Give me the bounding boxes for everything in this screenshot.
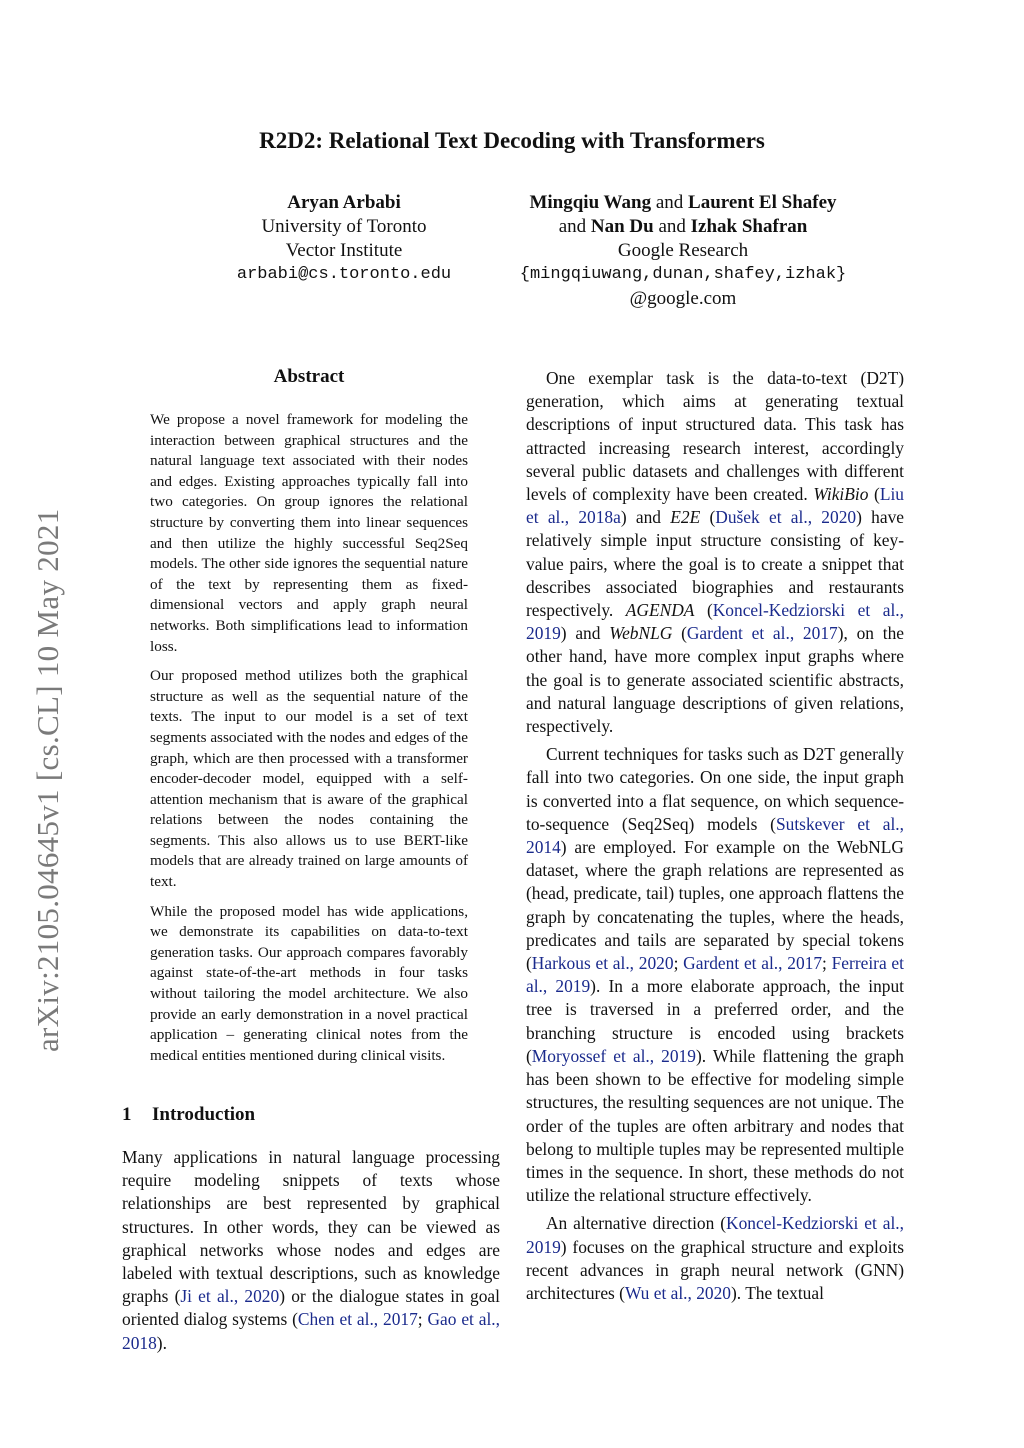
author-email-domain: @google.com — [629, 288, 737, 309]
dataset-name: AGENDA — [625, 600, 695, 621]
section-title: Introduction — [152, 1104, 256, 1125]
citation-link[interactable]: Moryossef et al., 2019 — [531, 1045, 696, 1066]
citation-link[interactable]: Sutskever et al., 2014 — [526, 813, 904, 858]
citation-link[interactable]: Koncel-Kedziorski et al., 2019 — [526, 1213, 904, 1257]
abstract-heading: Abstract — [273, 366, 345, 387]
author-name: Izhak Shafran — [690, 216, 808, 237]
paper-title: R2D2: Relational Text Decoding with Transformers — [259, 128, 765, 153]
author-conjunction: and — [658, 216, 686, 237]
section-number: 1 — [122, 1104, 132, 1125]
citation-link[interactable]: Dušek et al., 2020 — [715, 507, 857, 528]
author-affiliation: Google Research — [617, 240, 749, 261]
right-column — [526, 367, 904, 1310]
citation-link[interactable]: Liu et al., 2018a — [526, 484, 904, 528]
author-conjunction: and — [558, 216, 587, 237]
author-name: Nan Du — [590, 216, 654, 237]
author-block-right — [478, 191, 888, 311]
citation-link[interactable]: Ji et al., 2020 — [180, 1286, 280, 1307]
abstract-body — [150, 410, 468, 1075]
citation-link[interactable]: Gardent et al., 2017 — [683, 953, 823, 974]
author-email: arbabi@cs.toronto.edu — [236, 265, 452, 284]
citation-link[interactable]: Koncel-Kedziorski et al., 2019 — [526, 600, 904, 644]
abstract-paragraph: Our proposed method utilizes both the graphical structure as well as the sequential nature of the texts. The input to our model is a set of text segments associated with the nodes and edges of the graph, which are then processed with a transformer encoder-decoder model, equipped with a self-attention mechanism that is aware of the graphical relations between the nodes containing the segments. This also allows us to use BERT-like models that are already trained on large amounts of text. — [150, 667, 469, 891]
body-paragraph: An alternative direction (Koncel-Kedziorski et al., 2019) focuses on the graphical structure and exploits recent advances in graph neural network (GNN) architectures (Wu et al., 2020). The textual — [526, 1213, 904, 1303]
abstract-paragraph: We propose a novel framework for modeling the interaction between graphical structures and the natural language text associated with their nodes and edges. Existing approaches typically fall into two categories. On group ignores the relational structure by converting them into linear sequences and then utilize the highly successful Seq2Seq models. The other side ignores the sequential nature of the text by representing them as fixed-dimensional vectors and apply graph neural networks. Both simplifications lead to information loss. — [150, 411, 468, 655]
author-name: Aryan Arbabi — [287, 192, 401, 213]
author-block-left — [196, 191, 492, 287]
citation-link[interactable]: Wu et al., 2020 — [624, 1282, 732, 1303]
abstract-paragraph: While the proposed model has wide applications, we demonstrate its capabilities on data-to-text generation tasks. Our approach compares favorably against state-of-the-art methods in four tasks without tailoring the model architecture. We also provide an early demonstration in a novel practical application – generating clinical notes from the medical entities mentioned during clinical visits. — [150, 902, 468, 1064]
arxiv-identifier: arXiv:2105.04645v1 [cs.CL] 10 May 2021 — [30, 508, 65, 1052]
intro-left-column — [122, 1146, 500, 1360]
citation-link[interactable]: Gardent et al., 2017 — [686, 623, 838, 644]
dataset-name: WebNLG — [609, 623, 673, 644]
body-paragraph: Many applications in natural language processing require modeling snippets of texts whose relationships are best represented by graphical structures. In other words, they can be viewed as graphical networks whose nodes and edges are labeled with textual descriptions, such as knowledge graphs (Ji et al., 2020) or the dialogue states in goal oriented dialog systems (Chen et al., 2017; Gao et al., 2018). — [122, 1147, 500, 1353]
author-affiliation: Vector Institute — [285, 240, 403, 261]
section-heading — [122, 1104, 255, 1126]
author-email: {mingqiuwang,dunan,shafey,izhak} — [519, 265, 847, 284]
citation-link[interactable]: Ferreira et al., 2019 — [526, 953, 904, 997]
citation-link[interactable]: Gao et al., 2018 — [122, 1309, 500, 1353]
citation-link[interactable]: Harkous et al., 2020 — [531, 953, 674, 974]
author-name: Mingqiu Wang — [529, 192, 652, 213]
body-paragraph: Current techniques for tasks such as D2T generally fall into two categories. On one side, the input graph is converted into a flat sequence, on which sequence-to-sequence (Seq2Seq) models (Sutskever et al., 2014) are employed. For example on the WebNLG dataset, where the graph relations are represented as (head, predicate, tail) tuples, one approach flattens the graph by concatenating the tuples, where the heads, predicates and tails are separated by special tokens (Harkous et al., 2020; Gardent et al., 2017; Ferreira et al., 2019). In a more elaborate approach, the input tree is traversed in a preferred order, and the branching structure is encoded using brackets (Moryossef et al., 2019). While flattening the graph has been shown to be effective for modeling simple structures, the resulting sequences are not unique. The order of the tuples are often arbitrary and nodes that belong to multiple tuples may be represented multiple times in the sequence. In short, these methods do not utilize the relational structure effectively. — [526, 744, 904, 1206]
citation-link[interactable]: Chen et al., 2017 — [297, 1309, 418, 1330]
author-affiliation: University of Toronto — [261, 216, 427, 237]
dataset-name: E2E — [670, 507, 701, 528]
author-conjunction: and — [655, 192, 684, 213]
body-paragraph: One exemplar task is the data-to-text (D2T) generation, which aims at generating textual descriptions of input structured data. This task has attracted increasing research interest, accordingly several public datasets and challenges with different levels of complexity have been created. WikiBio (Liu et al., 2018a) and E2E (Dušek et al., 2020) have relatively simple input structure consisting of key-value pairs, where the goal is to create a snippet that describes associated biographies and restaurants respectively. AGENDA (Koncel-Kedziorski et al., 2019) and WebNLG (Gardent et al., 2017), on the other hand, have more complex input graphs where the goal is to generate associated scientific abstracts, and natural language descriptions of given relations, respectively. — [526, 368, 904, 737]
dataset-name: WikiBio — [813, 484, 869, 505]
author-name: Laurent El Shafey — [688, 192, 837, 213]
